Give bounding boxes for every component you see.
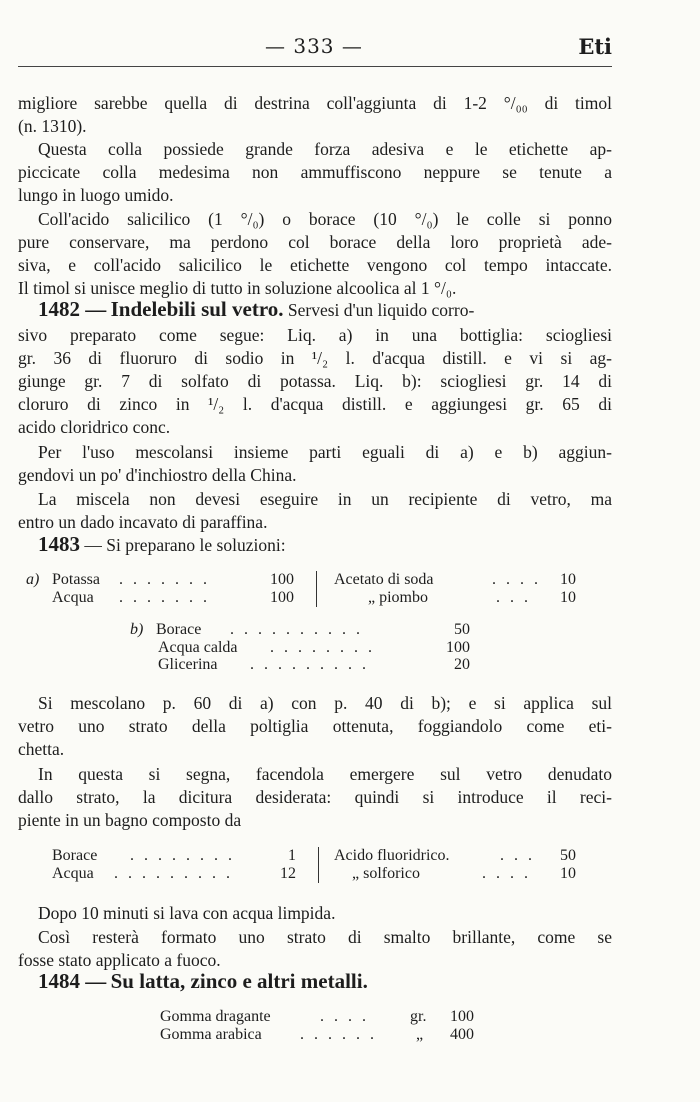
ingredient-amount: 1 — [288, 847, 296, 864]
text-line: entro un dado incavato di paraffina. — [18, 512, 268, 532]
text-line: Dopo 10 minuti si lava con acqua limpida. — [38, 903, 336, 923]
text-line: piente in un bagno composto da — [18, 810, 242, 830]
ingredient-amount: 12 — [280, 864, 296, 882]
leader-dots: . . . . . . . . — [270, 638, 375, 656]
gum-table — [160, 1008, 490, 1044]
text-line: cloruro di zinco in ¹/₂ l. d'acqua distill. e aggiungesi gr. 65 di — [18, 394, 612, 414]
page-number: — 333 — — [265, 34, 363, 58]
text-line: chetta. — [18, 739, 65, 759]
text-line: Il timol si unisce meglio di tutto in soluzione alcoolica al 1 °/₀. — [18, 278, 457, 298]
leader-dots: . . . . . . . . . — [250, 656, 369, 673]
leader-dots: . . . . . . . . — [130, 847, 235, 864]
leader-dots: . . . . . . . — [119, 588, 210, 606]
section-number: 1483 — [38, 532, 80, 556]
ingredient-name: Acqua — [52, 864, 94, 882]
ingredient-name: Borace — [156, 621, 202, 638]
section-number: 1484 — — [38, 969, 107, 993]
ingredient-name: Acetato di soda — [334, 571, 434, 588]
table-row — [130, 621, 480, 639]
ingredient-name: Gomma arabica — [160, 1025, 262, 1043]
ingredient-amount: 10 — [560, 864, 576, 882]
ingredient-name: Acido fluoridrico. — [334, 847, 450, 864]
text-line: pure conservare, ma perdono col borace della loro proprietà ade- — [18, 232, 612, 252]
section-1484-heading — [38, 970, 612, 994]
text-line: lungo in luogo umido. — [18, 185, 174, 205]
text-line: Così resterà formato uno strato di smalto brillante, come se — [38, 927, 612, 947]
section-number: 1482 — — [38, 297, 107, 321]
section-1482-heading — [38, 298, 612, 322]
ingredient-unit: gr. — [410, 1008, 427, 1025]
leader-dots: . . . . — [320, 1008, 369, 1025]
section-intro-text: — Si preparano le soluzioni: — [80, 535, 286, 555]
leader-dots: . . . . . . . . . . — [230, 621, 363, 638]
running-head: Eti — [578, 34, 612, 59]
table-marker: b) — [130, 621, 144, 638]
section-title: Indelebili sul vetro. — [110, 297, 284, 321]
text-line: migliore sarebbe quella di destrina coll'aggiunta di 1-2 °/₀₀ di timol — [18, 93, 612, 113]
column-divider — [316, 571, 317, 607]
recipe-table-a — [26, 571, 586, 607]
bath-table — [52, 847, 592, 883]
ingredient-amount: 100 — [270, 588, 294, 606]
ingredient-amount: 100 — [450, 1008, 474, 1025]
ingredient-amount: 10 — [560, 571, 576, 588]
ingredient-amount: 100 — [270, 571, 294, 588]
text-line: Coll'acido salicilico (1 °/₀) o borace (10 °/₀) le colle si ponno — [38, 209, 612, 229]
leader-dots: . . . — [496, 588, 531, 606]
leader-dots: . . . . . . — [300, 1025, 377, 1043]
ingredient-amount: 100 — [446, 638, 470, 656]
text-line: gendovi un po' d'inchiostro della China. — [18, 465, 297, 485]
ingredient-amount: 400 — [450, 1025, 474, 1043]
table-row — [160, 1026, 490, 1044]
text-line: La miscela non devesi eseguire in un recipiente di vetro, ma — [38, 489, 612, 509]
ingredient-name: Acqua — [52, 588, 94, 606]
ingredient-name: Acqua calda — [158, 638, 238, 656]
ingredient-name: Potassa — [52, 571, 100, 588]
ingredient-name: „ solforico — [352, 864, 420, 882]
text-line: vetro uno strato della poltiglia ottenuta, foggiandolo come eti- — [18, 716, 612, 736]
ingredient-name: Glicerina — [158, 656, 218, 673]
section-1483-heading — [38, 533, 612, 557]
text-line: piccicate colla medesima non ammuffiscono neppure se tenute a — [18, 162, 612, 182]
ingredient-unit: „ — [416, 1025, 424, 1043]
text-line: giunge gr. 7 di solfato di potassa. Liq. b): sciogliesi gr. 14 di — [18, 371, 612, 391]
table-row — [130, 639, 480, 657]
ingredient-name: „ piombo — [368, 588, 428, 606]
table-row — [130, 656, 480, 674]
ingredient-amount: 10 — [560, 588, 576, 606]
text-line: dallo strato, la dicitura desiderata: quindi si introduce il reci- — [18, 787, 612, 807]
leader-dots: . . . . . . . — [119, 571, 210, 588]
text-line: fosse stato applicato a fuoco. — [18, 950, 221, 970]
table-row — [52, 865, 592, 883]
text-line: (n. 1310). — [18, 116, 87, 136]
text-line: Questa colla possiede grande forza adesiva e le etichette ap- — [38, 139, 612, 159]
text-line: siva, e coll'acido salicilico le etichette vengono col tempo intaccate. — [18, 255, 612, 275]
ingredient-amount: 50 — [454, 621, 470, 638]
ingredient-amount: 50 — [560, 847, 576, 864]
section-intro-text: Servesi d'un liquido corro- — [283, 300, 475, 320]
table-row — [160, 1008, 490, 1026]
leader-dots: . . . . . . . . . — [114, 864, 233, 882]
header-rule — [18, 66, 612, 67]
leader-dots: . . . — [500, 847, 535, 864]
text-line: acido cloridrico conc. — [18, 417, 171, 437]
table-row — [26, 571, 586, 589]
text-line: Per l'uso mescolansi insieme parti eguali di a) e b) aggiun- — [38, 442, 612, 462]
text-line: gr. 36 di fluoruro di sodio in ¹/₂ l. d'acqua distill. e vi si ag- — [18, 348, 612, 368]
recipe-table-b — [130, 621, 480, 675]
column-divider — [318, 847, 319, 883]
text-line: Si mescolano p. 60 di a) con p. 40 di b); e si applica sul — [38, 693, 612, 713]
leader-dots: . . . . — [492, 571, 541, 588]
ingredient-name: Gomma dragante — [160, 1008, 271, 1025]
page-header — [0, 34, 700, 64]
table-marker: a) — [26, 571, 40, 588]
text-line: In questa si segna, facendola emergere sul vetro denudato — [38, 764, 612, 784]
table-row — [26, 589, 586, 607]
ingredient-amount: 20 — [454, 656, 470, 673]
section-title: Su latta, zinco e altri metalli. — [110, 969, 368, 993]
text-line: sivo preparato come segue: Liq. a) in una bottiglia: sciogliesi — [18, 325, 612, 345]
leader-dots: . . . . — [482, 864, 531, 882]
ingredient-name: Borace — [52, 847, 98, 864]
table-row — [52, 847, 592, 865]
